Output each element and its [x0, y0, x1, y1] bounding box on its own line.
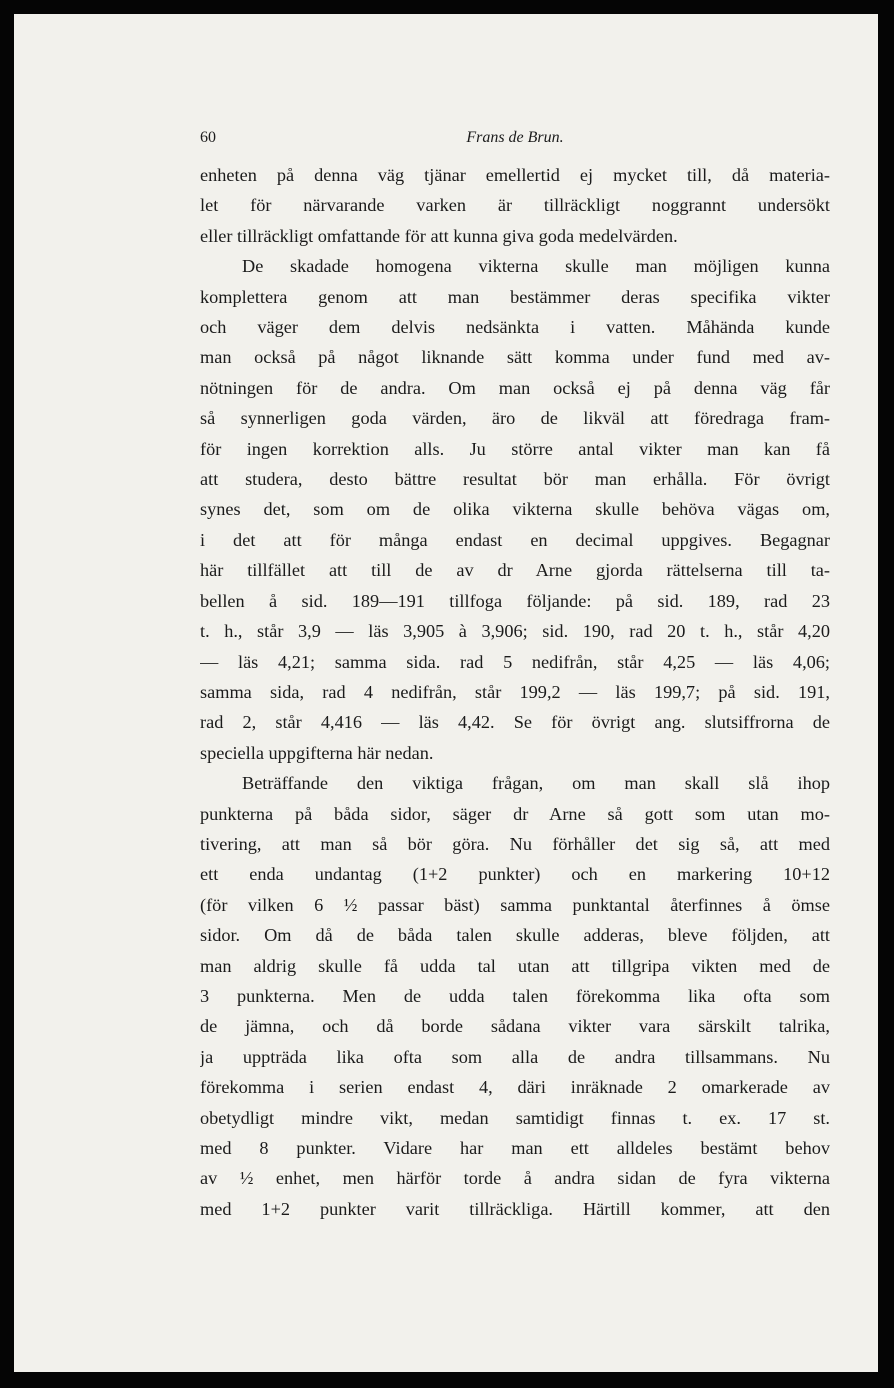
text-line: de jämna, och då borde sådana vikter vara särskilt talrika, [200, 1016, 830, 1037]
text-line: synes det, som om de olika vikterna skulle behöva vägas om, [200, 499, 830, 520]
text-line: man aldrig skulle få udda tal utan att tillgripa vikten med de [200, 955, 830, 976]
text-line: förekomma i serien endast 4, däri inräknade 2 omarkerade av [200, 1077, 830, 1098]
text-line: speciella uppgifterna här nedan. [200, 742, 434, 763]
text-line: med 1+2 punkter varit tillräckliga. Härtill kommer, att den [200, 1198, 830, 1219]
text-line: nötningen för de andra. Om man också ej på denna väg får [200, 377, 830, 398]
text-line: bellen å sid. 189—191 tillfoga följande: på sid. 189, rad 23 [200, 590, 830, 611]
text-line: här tillfället att till de av dr Arne gjorda rättelserna till ta- [200, 560, 830, 581]
text-line: för ingen korrektion alls. Ju större antal vikter man kan få [200, 438, 830, 459]
text-line: man också på något liknande sätt komma under fund med av- [200, 347, 830, 368]
text-line: t. h., står 3,9 — läs 3,905 à 3,906; sid. 190, rad 20 t. h., står 4,20 [200, 621, 830, 642]
text-line: att studera, desto bättre resultat bör man erhålla. För övrigt [200, 469, 830, 490]
page-content [200, 126, 830, 1224]
text-line: sidor. Om då de båda talen skulle adderas, bleve följden, att [200, 925, 830, 946]
text-line: med 8 punkter. Vidare har man ett alldeles bestämt behov [200, 1138, 830, 1158]
text-line: rad 2, står 4,416 — läs 4,42. Se för övrigt ang. slutsiffrorna de [200, 712, 830, 733]
text-line: av ½ enhet, men härför torde å andra sidan de fyra vikterna [200, 1168, 830, 1189]
running-head [200, 126, 830, 150]
text-line: ett enda undantag (1+2 punkter) och en markering 10+12 [200, 864, 830, 885]
text-line: (för vilken 6 ½ passar bäst) samma punktantal återfinnes å ömse [200, 894, 830, 915]
text-line: Beträffande den viktiga frågan, om man skall slå ihop [242, 773, 830, 794]
text-line: i det att för många endast en decimal uppgives. Begagnar [200, 529, 830, 550]
text-line: 3 punkterna. Men de udda talen förekomma lika ofta som [200, 985, 830, 1006]
body-text [200, 160, 830, 1224]
text-line: let för närvarande varken är tillräckligt noggrannt undersökt [200, 195, 830, 216]
text-line: eller tillräckligt omfattande för att kunna giva goda medelvärden. [200, 225, 678, 246]
text-line: samma sida, rad 4 nedifrån, står 199,2 — läs 199,7; på sid. 191, [200, 681, 830, 702]
text-line: enheten på denna väg tjänar emellertid ej mycket till, då materia- [200, 165, 830, 185]
text-line: ja uppträda lika ofta som alla de andra tillsammans. Nu [200, 1046, 830, 1067]
text-line: komplettera genom att man bestämmer deras specifika vikter [200, 286, 830, 307]
text-line: — läs 4,21; samma sida. rad 5 nedifrån, står 4,25 — läs 4,06; [200, 651, 830, 672]
text-line: tivering, att man så bör göra. Nu förhåller det sig så, att med [200, 833, 830, 854]
text-line: De skadade homogena vikterna skulle man möjligen kunna [242, 256, 830, 277]
text-line: och väger dem delvis nedsänkta i vatten. Måhända kunde [200, 317, 830, 338]
running-title: Frans de Brun. [466, 129, 564, 146]
text-line: så synnerligen goda värden, äro de likväl att föredraga fram- [200, 408, 830, 429]
book-page [14, 14, 878, 1372]
text-line: punkterna på båda sidor, säger dr Arne så gott som utan mo- [200, 803, 830, 824]
page-number: 60 [200, 129, 216, 146]
text-line: obetydligt mindre vikt, medan samtidigt finnas t. ex. 17 st. [200, 1107, 830, 1128]
